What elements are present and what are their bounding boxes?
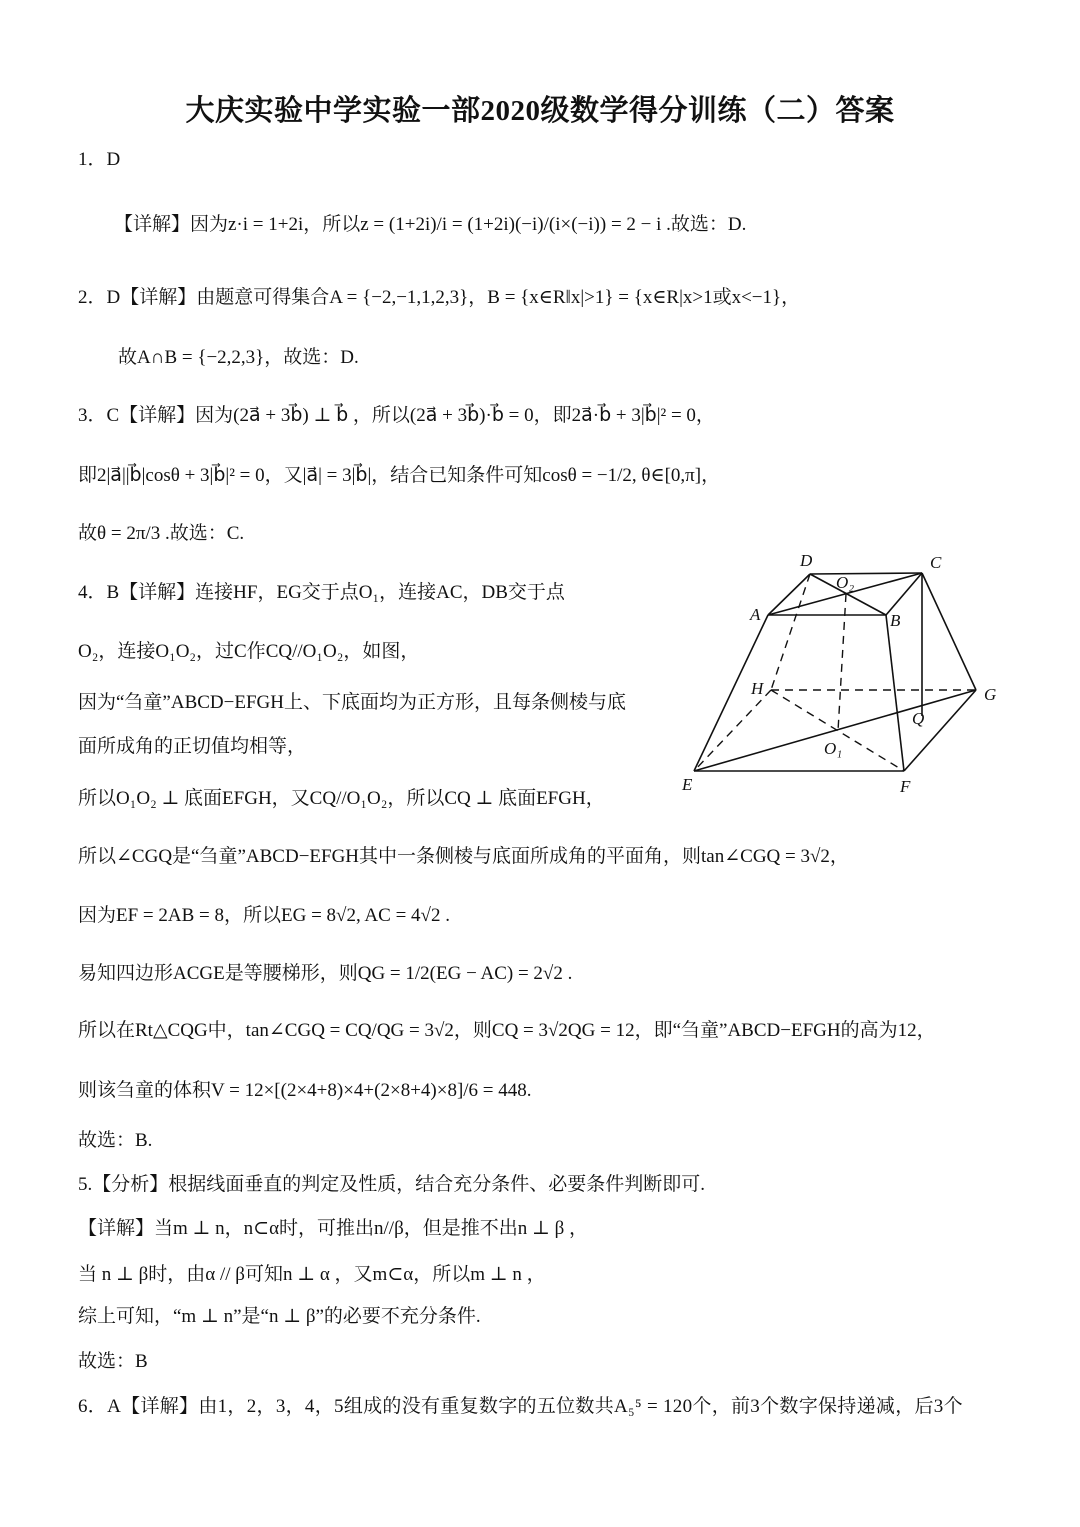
label-g: G bbox=[984, 685, 997, 704]
answer-6-detail: 6．A【详解】由1，2，3，4，5组成的没有重复数字的五位数共A₅⁵ = 120个，前3个数字保持递减，后3个 bbox=[78, 1396, 963, 1417]
edge-cg bbox=[922, 573, 976, 690]
answer-3-detail: 3．C【详解】因为(2a⃗ + 3b⃗) ⊥ b⃗ ，所以(2a⃗ + 3b⃗)·b⃗ = 0，即2a⃗·b⃗ + 3|b⃗|² = 0， bbox=[78, 405, 715, 426]
answer-4-step-5: 所以∠CGQ是“刍童”ABCD−EFGH其中一条侧棱与底面所成角的平面角，则tan∠CGQ = 3√2， bbox=[78, 846, 849, 867]
frustum-figure bbox=[676, 548, 1006, 808]
answer-4-step-2: 因为“刍童”ABCD−EFGH上、下底面均为正方形，且每条侧棱与底 bbox=[78, 692, 626, 713]
label-d: D bbox=[800, 551, 813, 570]
answer-4-step-3: 面所成角的正切值均相等， bbox=[78, 736, 307, 757]
answer-4-volume: 则该刍童的体积V = 12×[(2×4+8)×4+(2×8+4)×8]/6 = 448. bbox=[78, 1080, 532, 1101]
label-f: F bbox=[900, 777, 911, 796]
answer-4-step-6: 因为EF = 2AB = 8，所以EG = 8√2, AC = 4√2 . bbox=[78, 905, 450, 926]
answer-5-analysis: 5.【分析】根据线面垂直的判定及性质，结合充分条件、必要条件判断即可. bbox=[78, 1174, 706, 1195]
answer-2-detail: 2．D【详解】由题意可得集合A = {−2,−1,1,2,3}，B = {x∈R‖x|>1} = {x∈R|x>1或x<−1}， bbox=[78, 287, 801, 308]
answer-3-step: 即2|a⃗||b⃗|cosθ + 3|b⃗|² = 0，又|a⃗| = 3|b⃗|，结合已知条件可知cosθ = −1/2, θ∈[0,π]， bbox=[78, 465, 721, 486]
edge-fg bbox=[904, 690, 976, 771]
edge-dh-hidden bbox=[771, 574, 810, 690]
edge-bc bbox=[886, 573, 922, 615]
answer-2-conclusion: 故A∩B = {−2,2,3}，故选：D. bbox=[118, 347, 359, 368]
label-a: A bbox=[750, 605, 761, 624]
diag-hf-hidden bbox=[771, 690, 904, 771]
answer-5-summary: 综上可知，“m ⊥ n”是“n ⊥ β”的必要不充分条件. bbox=[78, 1306, 481, 1327]
answer-5-conclusion: 故选：B bbox=[78, 1351, 148, 1372]
answer-3-conclusion: 故θ = 2π/3 .故选：C. bbox=[78, 523, 245, 544]
label-b: B bbox=[890, 611, 901, 630]
label-o1: O₁ bbox=[824, 739, 843, 758]
edge-he-hidden bbox=[694, 690, 771, 771]
answer-4-conclusion: 故选：B. bbox=[78, 1130, 153, 1151]
answer-4-step-7: 易知四边形ACGE是等腰梯形，则QG = 1/2(EG − AC) = 2√2 . bbox=[78, 963, 573, 984]
label-e: E bbox=[682, 775, 693, 794]
page-title: 大庆实验中学实验一部2020级数学得分训练（二）答案 bbox=[185, 95, 895, 127]
edge-bf bbox=[886, 615, 904, 771]
answer-1-detail: 【详解】因为z·i = 1+2i，所以z = (1+2i)/i = (1+2i)(−i)/(i×(−i)) = 2 − i .故选：D. bbox=[114, 214, 747, 235]
answer-4-step-1: O₂，连接O₁O₂，过C作CQ//O₁O₂，如图， bbox=[78, 641, 420, 662]
label-q: Q bbox=[912, 709, 925, 728]
answer-4-detail: 4．B【详解】连接HF，EG交于点O₁，连接AC，DB交于点 bbox=[78, 582, 565, 603]
answer-1-heading: 1．D bbox=[78, 149, 121, 170]
label-c: C bbox=[930, 553, 942, 572]
answer-4-step-8: 所以在Rt△CQG中，tan∠CGQ = CQ/QG = 3√2，则CQ = 3√2QG = 12，即“刍童”ABCD−EFGH的高为12， bbox=[78, 1020, 936, 1041]
edge-dc bbox=[810, 573, 922, 574]
answer-5-step: 当 n ⊥ β时，由α // β可知n ⊥ α ，又m⊂α，所以m ⊥ n ， bbox=[78, 1264, 546, 1285]
answer-4-step-4: 所以O₁O₂ ⊥ 底面EFGH，又CQ//O₁O₂，所以CQ ⊥ 底面EFGH， bbox=[78, 788, 605, 809]
label-o2: O₂ bbox=[836, 573, 855, 592]
diag-eg bbox=[694, 690, 976, 771]
answer-5-detail: 【详解】当m ⊥ n，n⊂α时，可推出n//β，但是推不出n ⊥ β ， bbox=[78, 1218, 589, 1239]
label-h: H bbox=[751, 679, 764, 698]
